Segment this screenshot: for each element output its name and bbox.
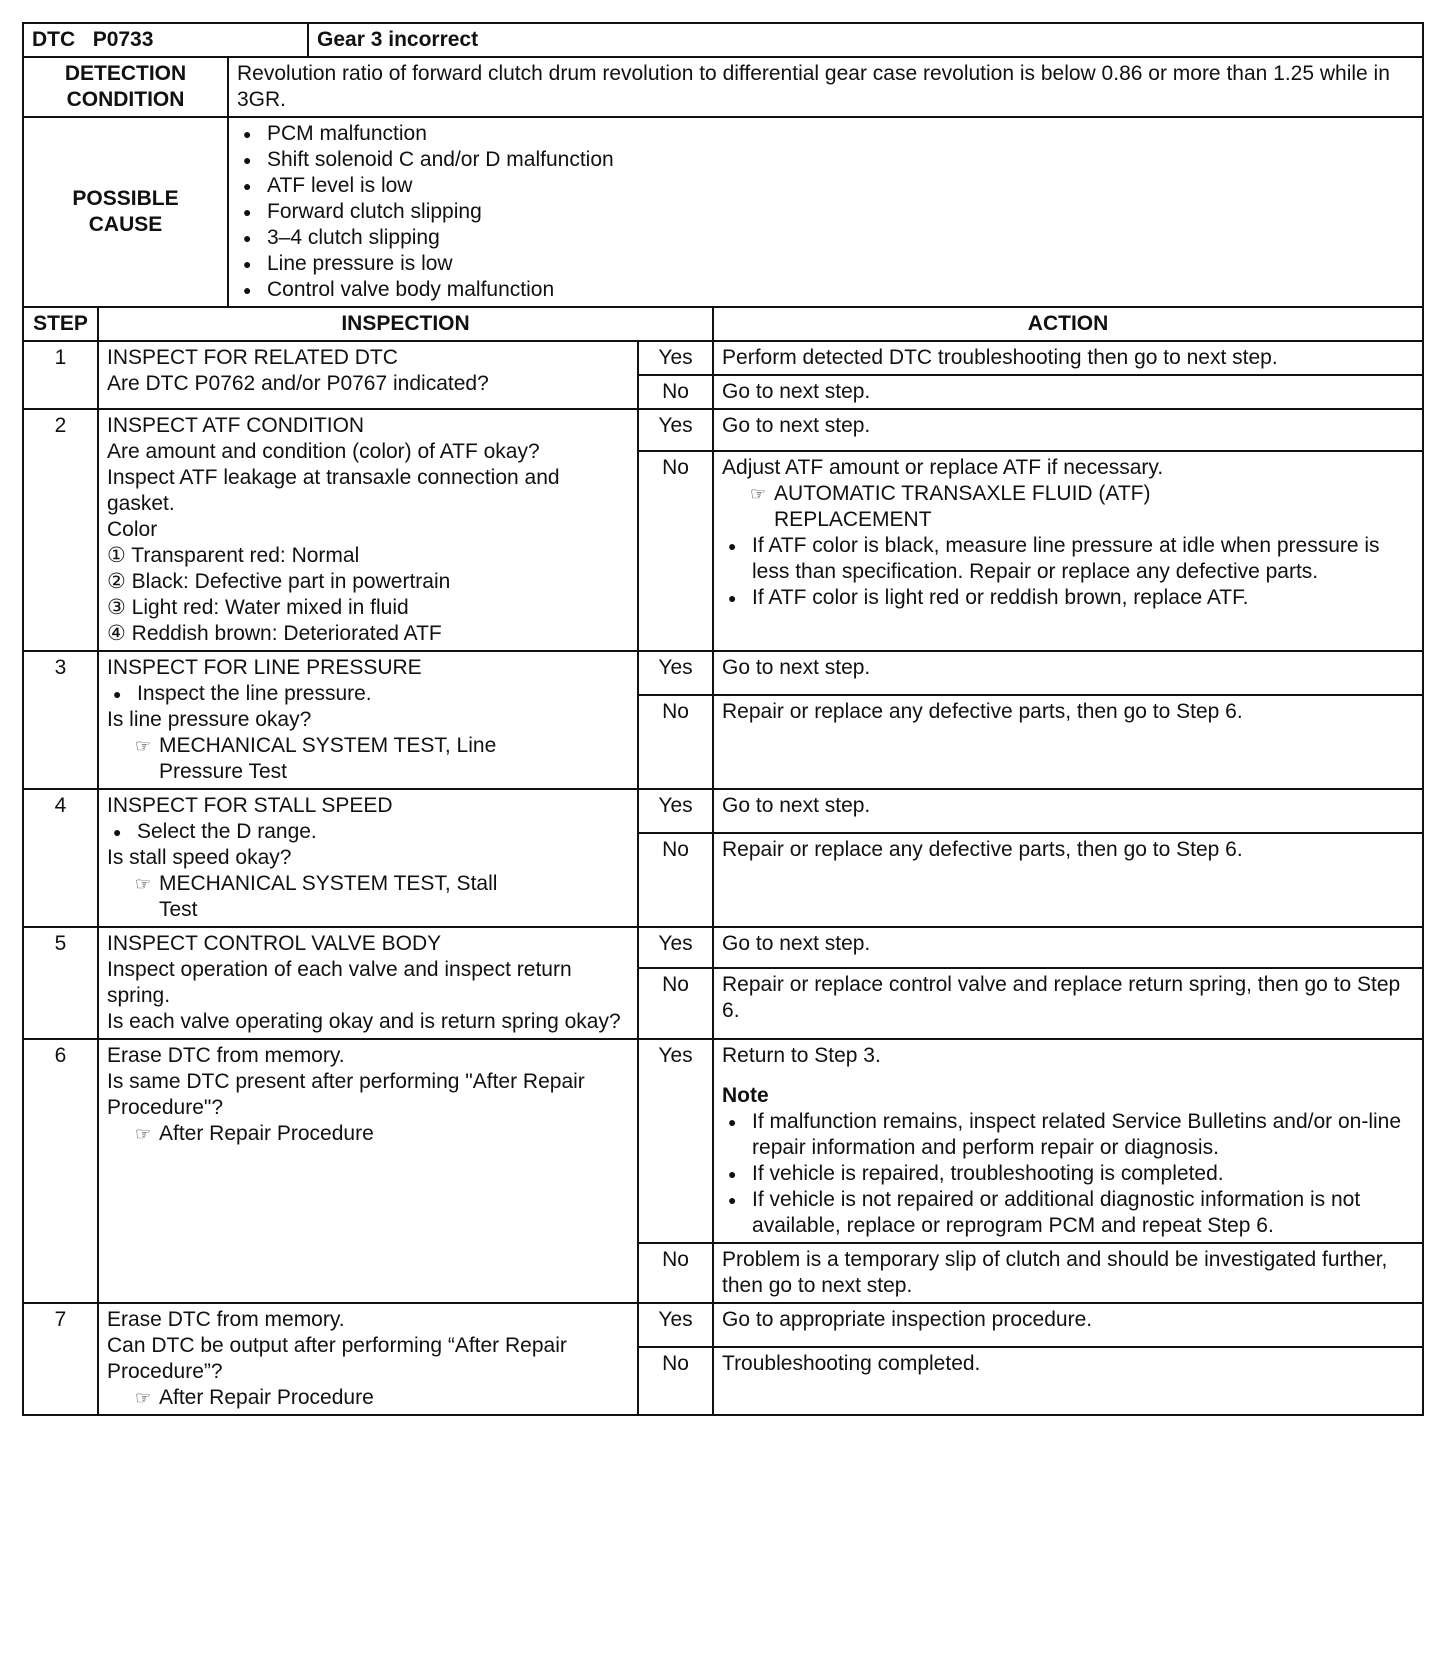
- yes-action: Go to appropriate inspection procedure.: [713, 1303, 1423, 1347]
- step-inspection: INSPECT CONTROL VALVE BODY Inspect operation of each valve and inspect return spring. Is each valve operating okay and is return spring okay?: [98, 927, 638, 1039]
- list-item: ● PCM malfunction: [237, 121, 1414, 147]
- yes-action: Go to next step.: [713, 409, 1423, 451]
- column-header-row: [23, 307, 1423, 341]
- pointing-hand-icon: ☞: [135, 1388, 152, 1408]
- no-action: Problem is a temporary slip of clutch and should be investigated further, then go to next step.: [713, 1243, 1423, 1303]
- yes-label: Yes: [638, 789, 713, 833]
- reference: ☞ After Repair Procedure: [135, 1122, 374, 1145]
- no-action: Repair or replace control valve and replace return spring, then go to Step 6.: [713, 968, 1423, 1040]
- step-number: 3: [23, 651, 98, 789]
- list-item: ● ATF level is low: [237, 173, 1414, 199]
- no-action: Repair or replace any defective parts, then go to Step 6.: [713, 833, 1423, 927]
- reference: ☞ AUTOMATIC TRANSAXLE FLUID (ATF): [750, 481, 1151, 505]
- reference: ☞ MECHANICAL SYSTEM TEST, Line: [135, 734, 497, 757]
- list-item: ● If ATF color is black, measure line pressure at idle when pressure is less than specification. Repair or replace any defective parts.: [722, 533, 1414, 585]
- yes-action: Go to next step.: [713, 927, 1423, 968]
- list-item: ● If vehicle is not repaired or additional diagnostic information is not available, replace or reprogram PCM and repeat Step 6.: [722, 1187, 1414, 1239]
- step-number: 2: [23, 409, 98, 651]
- yes-action: Perform detected DTC troubleshooting then go to next step.: [713, 341, 1423, 375]
- detection-row: [23, 57, 1423, 117]
- reference: ☞ MECHANICAL SYSTEM TEST, Stall: [135, 872, 498, 895]
- table-row: [23, 789, 1423, 833]
- step-inspection: INSPECT FOR LINE PRESSURE ● Inspect the line pressure. Is line pressure okay? ☞ MECHANICAL SYSTEM TEST, Line Pressure Test: [98, 651, 638, 789]
- possible-cause-label: POSSIBLE CAUSE: [23, 117, 228, 307]
- step-inspection: INSPECT FOR STALL SPEED ● Select the D range. Is stall speed okay? ☞ MECHANICAL SYSTEM TEST, Stall Test: [98, 789, 638, 927]
- no-label: No: [638, 833, 713, 927]
- step-inspection: INSPECT FOR RELATED DTC Are DTC P0762 and/or P0767 indicated?: [98, 341, 638, 409]
- reference: ☞ After Repair Procedure: [135, 1386, 374, 1409]
- dtc-label: DTC: [32, 28, 76, 51]
- no-action: Repair or replace any defective parts, then go to Step 6.: [713, 695, 1423, 789]
- step-number: 7: [23, 1303, 98, 1415]
- detection-label: DETECTION CONDITION: [23, 57, 228, 117]
- yes-action: Go to next step.: [713, 789, 1423, 833]
- inspection-column-header: INSPECTION: [98, 307, 713, 341]
- list-item: ● Forward clutch slipping: [237, 199, 1414, 225]
- list-item: ● Line pressure is low: [237, 251, 1414, 277]
- dtc-code-cell: [23, 23, 308, 57]
- table-row: [23, 651, 1423, 695]
- step-inspection: INSPECT ATF CONDITION Are amount and condition (color) of ATF okay? Inspect ATF leakage at transaxle connection and gasket. Color ① Transparent red: Normal ② Black: Defective part in powertrain ③ Light red: Water mixed in fluid ④ Reddish brown: Deteriorated ATF: [98, 409, 638, 651]
- dtc-document: [22, 22, 1422, 1416]
- no-label: No: [638, 695, 713, 789]
- dtc-header-row: [23, 23, 1423, 57]
- list-item: ● Shift solenoid C and/or D malfunction: [237, 147, 1414, 173]
- yes-label: Yes: [638, 1039, 713, 1243]
- table-row: [23, 1303, 1423, 1347]
- step-column-header: STEP: [23, 307, 98, 341]
- note-title: Note: [722, 1084, 769, 1107]
- no-action: Go to next step.: [713, 375, 1423, 409]
- detection-text: Revolution ratio of forward clutch drum revolution to differential gear case revolution is below 0.86 or more than 1.25 while in 3GR.: [228, 57, 1423, 117]
- action-column-header: ACTION: [713, 307, 1423, 341]
- table-row: [23, 927, 1423, 968]
- table-row: [23, 409, 1423, 451]
- no-label: No: [638, 375, 713, 409]
- list-item: ● If vehicle is repaired, troubleshooting is completed.: [722, 1161, 1414, 1187]
- no-label: No: [638, 968, 713, 1040]
- list-item: ● If malfunction remains, inspect related Service Bulletins and/or on-line repair information and perform repair or diagnosis.: [722, 1109, 1414, 1161]
- yes-action: Go to next step.: [713, 651, 1423, 695]
- step-number: 4: [23, 789, 98, 927]
- yes-label: Yes: [638, 409, 713, 451]
- no-action: Adjust ATF amount or replace ATF if necessary. ☞ AUTOMATIC TRANSAXLE FLUID (ATF) REPLACEMENT ● If ATF color is black, measure line pressure at idle when pressure is less than specification. Repair or replace any defective parts. ● If ATF color is light red or reddish brown, replace ATF.: [713, 451, 1423, 651]
- list-item: ● If ATF color is light red or reddish brown, replace ATF.: [722, 585, 1414, 611]
- yes-label: Yes: [638, 927, 713, 968]
- no-label: No: [638, 1243, 713, 1303]
- step-inspection: Erase DTC from memory. Can DTC be output after performing “After Repair Procedure”? ☞ After Repair Procedure: [98, 1303, 638, 1415]
- list-item: ● 3–4 clutch slipping: [237, 225, 1414, 251]
- no-action: Troubleshooting completed.: [713, 1347, 1423, 1415]
- table-row: [23, 1039, 1423, 1243]
- yes-label: Yes: [638, 1303, 713, 1347]
- no-label: No: [638, 1347, 713, 1415]
- list-item: ● Inspect the line pressure.: [107, 681, 629, 707]
- no-label: No: [638, 451, 713, 651]
- list-item: ● Select the D range.: [107, 819, 629, 845]
- step-number: 6: [23, 1039, 98, 1303]
- dtc-code: P0733: [92, 28, 154, 51]
- step-inspection: Erase DTC from memory. Is same DTC present after performing "After Repair Procedure"? ☞ After Repair Procedure: [98, 1039, 638, 1303]
- pointing-hand-icon: ☞: [135, 874, 152, 894]
- dtc-table: [22, 22, 1424, 1416]
- list-item: ● Control valve body malfunction: [237, 277, 1414, 303]
- possible-cause-list: [228, 117, 1423, 307]
- pointing-hand-icon: ☞: [750, 483, 767, 504]
- table-row: [23, 341, 1423, 375]
- yes-action: Return to Step 3. Note ● If malfunction remains, inspect related Service Bulletins and/or on-line repair information and perform repair or diagnosis. ● If vehicle is repaired, troubleshooting is completed. ● If vehicle is not repaired or additional diagnostic information is not available, replace or reprogram PCM and repeat Step 6.: [713, 1039, 1423, 1243]
- step-number: 5: [23, 927, 98, 1039]
- dtc-title: Gear 3 incorrect: [308, 23, 1423, 57]
- step-number: 1: [23, 341, 98, 409]
- pointing-hand-icon: ☞: [135, 736, 152, 756]
- pointing-hand-icon: ☞: [135, 1124, 152, 1144]
- yes-label: Yes: [638, 341, 713, 375]
- possible-cause-row: [23, 117, 1423, 307]
- yes-label: Yes: [638, 651, 713, 695]
